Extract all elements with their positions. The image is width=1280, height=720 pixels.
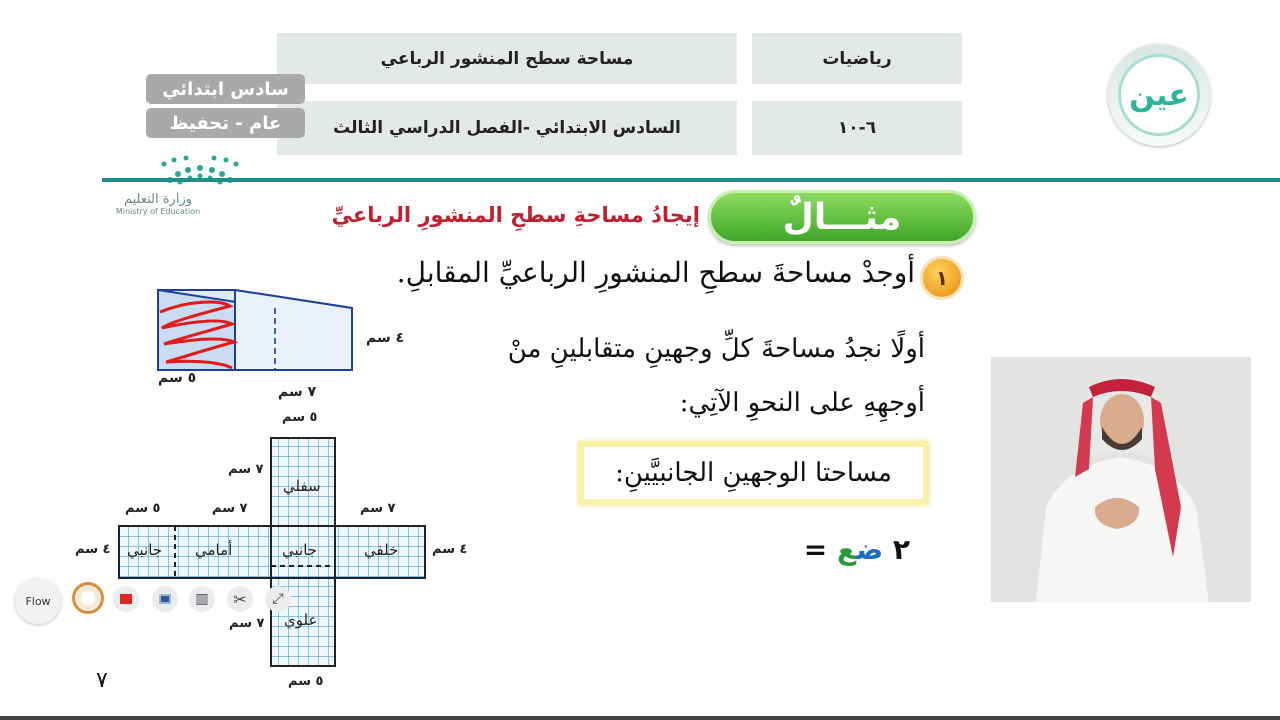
lesson-title: مساحة سطح المنشور الرباعي bbox=[380, 48, 634, 69]
formula bbox=[780, 533, 910, 566]
trash-button[interactable] bbox=[189, 586, 215, 612]
example-number-badge bbox=[920, 256, 964, 300]
net-left-top-length: ٧ سم bbox=[228, 462, 264, 477]
scissors-icon: ✂ bbox=[233, 589, 247, 609]
trash-icon: ▥ bbox=[195, 591, 209, 607]
prism-height-label: ٤ سم bbox=[366, 330, 405, 346]
highlight-text: مساحتا الوجهينِ الجانبيَّينِ: bbox=[615, 458, 892, 488]
net-face-side-left: جانبي bbox=[127, 541, 163, 559]
divider-gap bbox=[0, 176, 102, 184]
header-divider bbox=[0, 178, 1280, 182]
formula-prefix: ٢ bbox=[892, 533, 910, 566]
ministry-name-ar: وزارة التعليم bbox=[123, 192, 193, 207]
net-face-front: أمامي bbox=[195, 541, 233, 559]
example-banner bbox=[708, 190, 976, 244]
marker-tool-button[interactable] bbox=[113, 586, 139, 612]
grade-term: السادس الابتدائي -الفصل الدراسي الثالث bbox=[333, 118, 681, 138]
net-face-bottom: سفلي bbox=[283, 477, 321, 495]
net-face-side-center: جانبي bbox=[282, 541, 318, 559]
net-bottom-width: ٥ سم bbox=[288, 674, 324, 689]
formula-var-1: ض bbox=[856, 533, 884, 566]
problem-statement: أوجدْ مساحةَ سطحِ المنشورِ الرباعيِّ المقابلِ. bbox=[396, 256, 915, 289]
grade-term-cell bbox=[277, 101, 737, 155]
subject-label: رياضيات bbox=[822, 48, 892, 69]
track-badge: عام - تحفيظ bbox=[146, 108, 305, 138]
grade-badge: سادس ابتدائي bbox=[146, 74, 305, 104]
ain-logo-text: عين bbox=[1118, 54, 1200, 136]
flow-label: Flow bbox=[25, 594, 51, 608]
eraser-tool-button[interactable] bbox=[152, 586, 178, 612]
ministry-name-en: Ministry of Education bbox=[115, 207, 201, 216]
subject-cell bbox=[752, 33, 962, 84]
net-left-height: ٤ سم bbox=[75, 542, 111, 557]
lesson-number: ٦-١٠ bbox=[837, 118, 877, 138]
net-right-length: ٧ سم bbox=[360, 501, 396, 516]
lesson-title-cell bbox=[277, 33, 737, 84]
expand-button[interactable] bbox=[265, 586, 291, 612]
net-right-height: ٤ سم bbox=[432, 542, 468, 557]
ain-logo bbox=[1108, 44, 1210, 146]
highlight-box bbox=[578, 441, 929, 505]
example-banner-text: مثـــالٌ bbox=[782, 196, 902, 238]
color-picker-icon bbox=[81, 591, 95, 605]
interpreter-figure bbox=[991, 357, 1251, 602]
bottom-edge bbox=[0, 716, 1280, 720]
prism-drawing bbox=[150, 282, 370, 382]
page-number: ٧ bbox=[96, 668, 108, 693]
marker-icon bbox=[120, 594, 132, 604]
net-top-width: ٥ سم bbox=[282, 410, 318, 425]
net-left-mid-length: ٧ سم bbox=[212, 501, 248, 516]
example-subtitle: إيجادُ مساحةِ سطحِ المنشورِ الرباعيِّ bbox=[331, 203, 700, 227]
formula-equals: = bbox=[803, 533, 828, 566]
expand-icon: ⤢ bbox=[272, 591, 284, 607]
prism-width-label: ٥ سم bbox=[158, 370, 197, 386]
net-lower-length: ٧ سم bbox=[229, 616, 265, 631]
flow-button[interactable] bbox=[15, 578, 61, 624]
net-face-top: علوي bbox=[284, 611, 318, 629]
net-face-back: خلفي bbox=[364, 541, 399, 559]
prism-length-label: ٧ سم bbox=[278, 384, 317, 400]
lesson-number-cell bbox=[752, 101, 962, 155]
ministry-logo-icon bbox=[150, 152, 250, 188]
formula-var-2: ع bbox=[836, 533, 857, 566]
eraser-icon bbox=[159, 594, 171, 604]
example-number: ١ bbox=[935, 266, 949, 290]
color-picker-button[interactable] bbox=[72, 582, 104, 614]
explanation-line-1: أولًا نجدُ مساحةَ كلِّ وجهينِ متقابلينِ منْ bbox=[507, 334, 925, 364]
ministry-name bbox=[108, 192, 208, 216]
explanation-line-2: أوجهِهِ على النحوِ الآتِي: bbox=[679, 388, 925, 418]
interpreter-video bbox=[991, 357, 1251, 602]
net-left-width: ٥ سم bbox=[125, 501, 161, 516]
scissors-button[interactable] bbox=[227, 586, 253, 612]
